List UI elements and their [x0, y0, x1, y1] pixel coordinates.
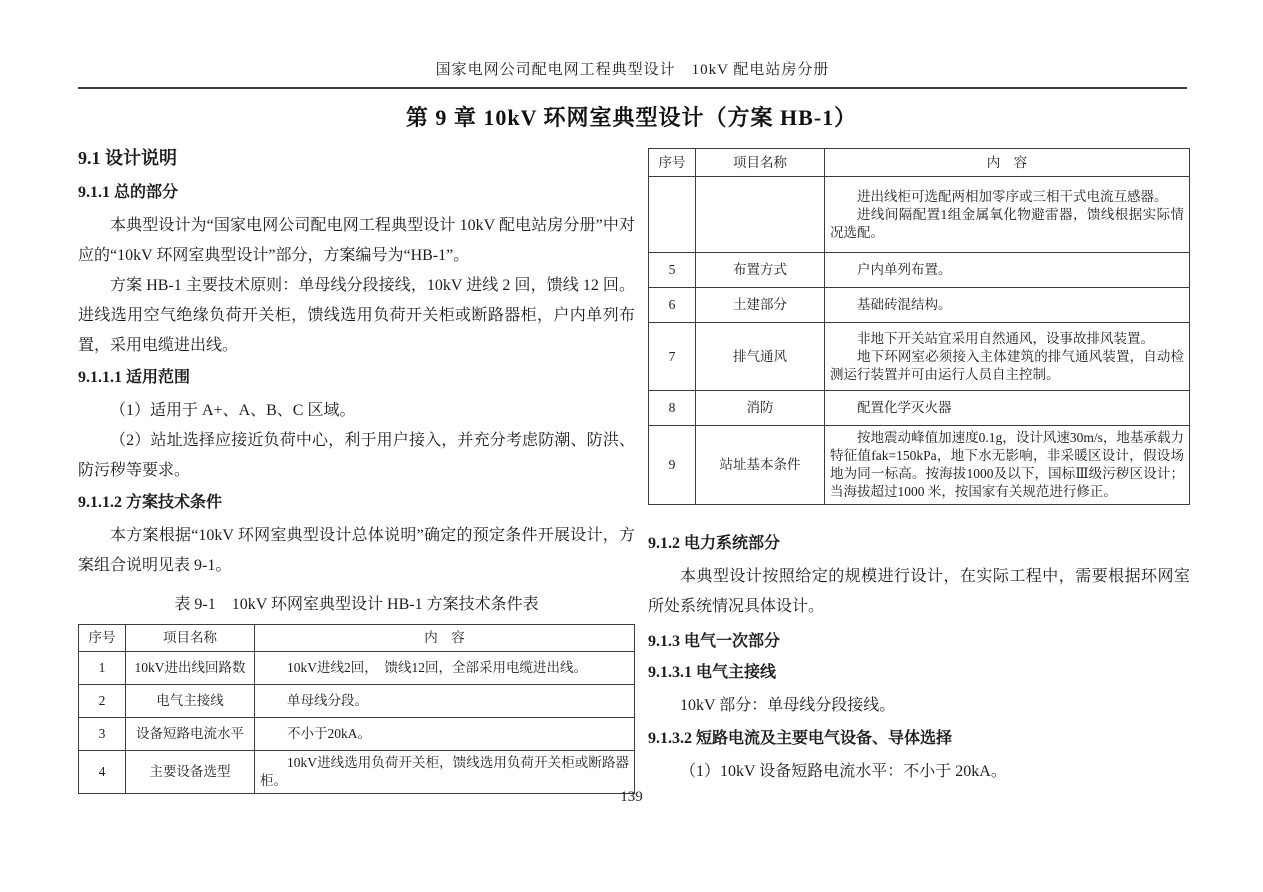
row-number-cell: 6 [649, 288, 696, 323]
item-name-cell: 设备短路电流水平 [126, 718, 255, 751]
content-cell [255, 652, 635, 685]
table-row [79, 751, 635, 794]
row-number-cell: 1 [79, 652, 126, 685]
paragraph: （1）10kV 设备短路电流水平：不小于 20kA。 [680, 763, 1007, 780]
section-heading-9-1-3: 9.1.3 电气一次部分 [648, 633, 781, 650]
content-cell [825, 288, 1190, 323]
item-name-cell: 布置方式 [696, 253, 825, 288]
column-header-content: 内 容 [825, 149, 1190, 177]
page-number: 139 [620, 789, 643, 805]
content-line: 地下环网室必须接入主体建筑的排气通风装置，自动检测运行装置并可由运行人员自主控制。 [830, 348, 1184, 382]
item-name-cell: 消防 [696, 391, 825, 426]
paragraph: 10kV 部分：单母线分段接线。 [680, 697, 896, 714]
section-heading-9-1-1-2: 9.1.1.2 方案技术条件 [78, 494, 223, 511]
column-header-name: 项目名称 [696, 149, 825, 177]
technical-conditions-table-part2 [648, 148, 1190, 505]
header-divider [78, 87, 1187, 89]
content-line: 10kV进线选用负荷开关柜，馈线选用负荷开关柜或断路器柜。 [260, 755, 629, 788]
row-number-cell: 7 [649, 323, 696, 391]
table-row [79, 685, 635, 718]
item-name-cell [696, 177, 825, 253]
table-row [649, 426, 1190, 505]
item-name-cell: 站址基本条件 [696, 426, 825, 505]
table-caption: 表 9-1 10kV 环网室典型设计 HB-1 方案技术条件表 [174, 596, 539, 613]
table-header-row [79, 625, 635, 652]
content-line: 进线间隔配置1组金属氧化物避雷器，馈线根据实际情况选配。 [830, 206, 1184, 240]
item-name-cell: 排气通风 [696, 323, 825, 391]
technical-conditions-table-part1 [78, 624, 635, 794]
table-row [79, 652, 635, 685]
item-name-cell: 主要设备选型 [126, 751, 255, 794]
table-row [649, 177, 1190, 253]
paragraph: 本典型设计为“国家电网公司配电网工程典型设计 10kV 配电站房分册”中对应的“10kV 环网室典型设计”部分，方案编号为“HB-1”。 [78, 217, 635, 264]
row-number-cell: 9 [649, 426, 696, 505]
item-name-cell: 土建部分 [696, 288, 825, 323]
content-line: 配置化学灭火器 [857, 400, 952, 415]
section-heading-9-1-3-2: 9.1.3.2 短路电流及主要电气设备、导体选择 [648, 730, 953, 747]
right-column [648, 148, 1190, 787]
content-cell [825, 323, 1190, 391]
content-cell [825, 253, 1190, 288]
content-line: 单母线分段。 [287, 693, 368, 708]
section-heading-9-1-3-1: 9.1.3.1 电气主接线 [648, 664, 777, 681]
content-line: 进出线柜可选配两相加零序或三相干式电流互感器。 [857, 188, 1168, 204]
content-cell [255, 718, 635, 751]
content-line: 不小于20kA。 [287, 726, 371, 741]
table-row [649, 391, 1190, 426]
paragraph: 方案 HB-1 主要技术原则：单母线分段接线，10kV 进线 2 回，馈线 12 回。进线选用空气绝缘负荷开关柜，馈线选用负荷开关柜或断路器柜，户内单列布置，采用电缆进出线。 [78, 277, 635, 354]
row-number-cell: 4 [79, 751, 126, 794]
table-header-row [649, 149, 1190, 177]
item-name-cell: 10kV进出线回路数 [126, 652, 255, 685]
table-row [649, 323, 1190, 391]
content-cell [825, 391, 1190, 426]
content-line: 非地下开关站宜采用自然通风，设事故排风装置。 [857, 330, 1154, 346]
row-number-cell: 8 [649, 391, 696, 426]
content-line: 按地震动峰值加速度0.1g，设计风速30m/s，地基承载力特征值fak=150kPa，地下水无影响，非采暖区设计，假设场地为同一标高。按海拔1000及以下，国标Ⅲ级污秽区设计；当海拔超过1000 米，按国家有关规范进行修正。 [830, 430, 1184, 499]
row-number-cell [649, 177, 696, 253]
paragraph: 本典型设计按照给定的规模进行设计，在实际工程中，需要根据环网室所处系统情况具体设计。 [648, 568, 1190, 615]
left-column [78, 145, 635, 794]
row-number-cell: 3 [79, 718, 126, 751]
chapter-title: 第 9 章 10kV 环网室典型设计（方案 HB-1） [405, 105, 858, 130]
content-cell [255, 751, 635, 794]
item-name-cell: 电气主接线 [126, 685, 255, 718]
paragraph: 本方案根据“10kV 环网室典型设计总体说明”确定的预定条件开展设计，方案组合说明见表 9-1。 [78, 527, 635, 574]
content-line: 基础砖混结构。 [857, 297, 952, 312]
content-cell [825, 426, 1190, 505]
column-header-no: 序号 [79, 625, 126, 652]
column-header-name: 项目名称 [126, 625, 255, 652]
row-number-cell: 2 [79, 685, 126, 718]
column-header-content: 内 容 [255, 625, 635, 652]
content-cell [825, 177, 1190, 253]
row-number-cell: 5 [649, 253, 696, 288]
content-cell [255, 685, 635, 718]
content-line: 户内单列布置。 [857, 262, 952, 277]
table-row [649, 253, 1190, 288]
section-heading-9-1-2: 9.1.2 电力系统部分 [648, 535, 781, 552]
column-header-no: 序号 [649, 149, 696, 177]
content-line: 10kV进线2回， 馈线12回，全部采用电缆进出线。 [287, 660, 587, 675]
paragraph: （1）适用于 A+、A、B、C 区域。 [110, 402, 356, 419]
table-row [79, 718, 635, 751]
table-row [649, 288, 1190, 323]
section-heading-9-1-1: 9.1.1 总的部分 [78, 184, 179, 201]
section-heading-9-1: 9.1 设计说明 [78, 148, 177, 168]
section-heading-9-1-1-1: 9.1.1.1 适用范围 [78, 369, 191, 386]
paragraph: （2）站址选择应接近负荷中心，利于用户接入，并充分考虑防潮、防洪、防污秽等要求。 [78, 432, 635, 479]
running-header: 国家电网公司配电网工程典型设计 10kV 配电站房分册 [435, 62, 830, 78]
